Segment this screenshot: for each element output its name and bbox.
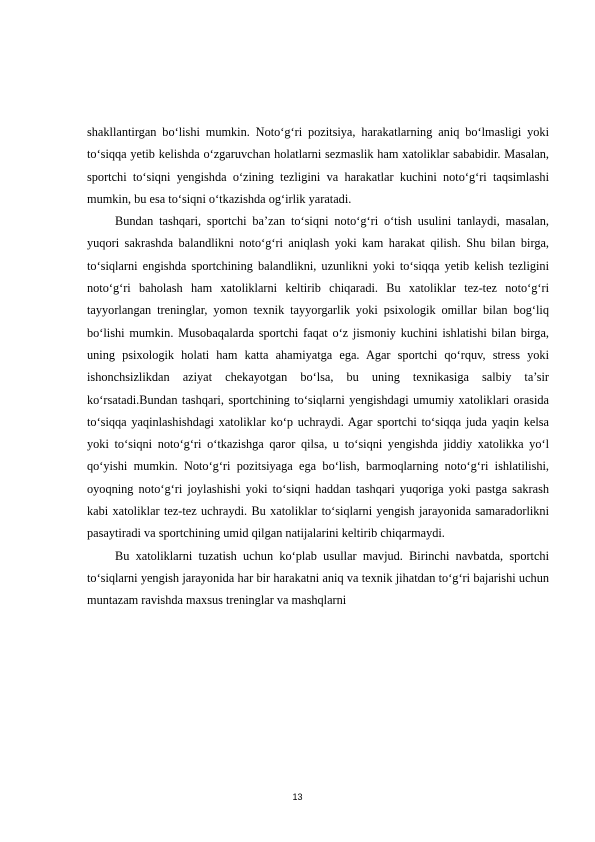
paragraph-2: Bundan tashqari, sportchi ba’zan to‘siqni noto‘g‘ri o‘tish usulini tanlaydi, masalan, yuqori sakrashda balandlikni noto‘g‘ri aniqlash yoki kam harakat qilish. Shu bilan birga, to‘siqlarni engishda sportchining balandlikni, uzunlikni yoki to‘siqqa yetib kelish tezligini noto‘g‘ri baholash ham xatoliklarni keltirib chiqaradi. Bu xatoliklar tez-tez noto‘g‘ri tayyorlangan treninglar, yomon texnik tayyorgarlik yoki psixologik omillar bilan bog‘liq bo‘lishi mumkin. Musobaqalarda sportchi faqat o‘z jismoniy kuchini ishlatishi bilan birga, uning psixologik holati ham katta ahamiyatga ega. Agar sportchi qo‘rquv, stress yoki ishonchsizlikdan aziyat chekayotgan bo‘lsa, bu uning texnikasiga salbiy ta’sir ko‘rsatadi.Bundan tashqari, sportchining to‘siqlarni yengishdagi umumiy xatoliklari orasida to‘siqqa yaqinlashishdagi xatoliklar ko‘p uchraydi. Agar sportchi to‘siqqa juda yaqin kelsa yoki to‘siqni noto‘g‘ri o‘tkazishga qaror qilsa, u to‘siqni yengishda jiddiy xatolikka yo‘l qo‘yishi mumkin. Noto‘g‘ri pozitsiyaga ega bo‘lish, barmoqlarning noto‘g‘ri ishlatilishi, oyoqning noto‘g‘ri joylashishi yoki to‘siqni haddan tashqari yuqoriga yoki pastga sakrash kabi xatoliklar tez-tez uchraydi. Bu xatoliklar to‘siqlarni yengish jarayonida samaradorlikni pasaytiradi va sportchining umid qilgan natijalarini keltirib chiqarmaydi. (87, 214, 549, 541)
body-text (87, 121, 549, 612)
paragraph-3: Bu xatoliklarni tuzatish uchun ko‘plab usullar mavjud. Birinchi navbatda, sportchi to‘siqlarni yengish jarayonida har bir harakatni aniq va texnik jihatdan to‘g‘ri bajarishi uchun muntazam ravishda maxsus treninglar va mashqlarni (87, 548, 549, 608)
paragraph-1: shakllantirgan bo‘lishi mumkin. Noto‘g‘ri pozitsiya, harakatlarning aniq bo‘lmasligi yoki to‘siqqa yetib kelishda o‘zgaruvchan holatlarni sezmaslik ham xatoliklar sababidir. Masalan, sportchi to‘siqni yengishda o‘zining tezligini va harakatlar kuchini noto‘g‘ri taqsimlashi mumkin, bu esa to‘siqni o‘tkazishda og‘irlik yaratadi. (87, 125, 549, 206)
page-number: 13 (292, 792, 303, 802)
